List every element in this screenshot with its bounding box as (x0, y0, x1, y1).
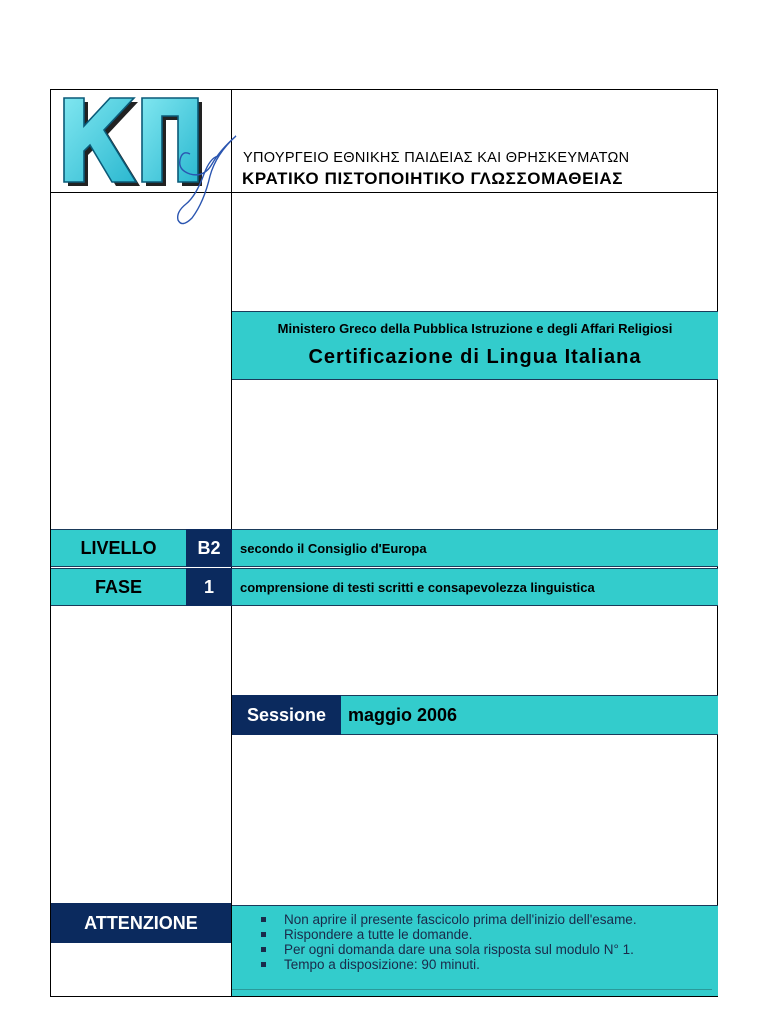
attention-label-cell (51, 903, 231, 943)
phase-description-cell (232, 568, 718, 606)
session-value-cell (341, 695, 718, 735)
level-description: secondo il Consiglio d'Europa (240, 540, 427, 556)
attention-divider (232, 989, 712, 990)
level-code: B2 (197, 537, 221, 558)
attention-note: Tempo a disposizione: 90 minuti. (260, 957, 637, 972)
session-value: maggio 2006 (348, 704, 458, 725)
kpg-logo (56, 92, 246, 232)
level-code-cell (186, 529, 232, 567)
phase-description: comprensione di testi scritti e consapevolezza linguistica (240, 579, 595, 595)
attention-note: Per ogni domanda dare una sola risposta sul modulo N° 1. (260, 942, 637, 957)
greek-certificate-title: ΚΡΑΤΙΚΟ ΠΙΣΤΟΠΟΙΗΤΙΚΟ ΓΛΩΣΣΟΜΑΘΕΙΑΣ (242, 169, 624, 188)
attention-label: ATTENZIONE (84, 912, 198, 933)
ministry-name: Ministero Greco della Pubblica Istruzione e degli Affari Religiosi (277, 321, 673, 336)
certificate-title: Certificazione di Lingua Italiana (308, 346, 642, 368)
level-label: LIVELLO (80, 537, 157, 558)
phase-label: FASE (94, 576, 142, 597)
attention-note: Non aprire il presente fascicolo prima dell'inizio dell'esame. (260, 912, 637, 927)
greek-ministry-title: ΥΠΟΥΡΓΕΙΟ ΕΘΝΙΚΗΣ ΠΑΙΔΕΙΑΣ ΚΑΙ ΘΡΗΣΚΕΥΜΑΤΩΝ (243, 150, 630, 166)
level-label-cell (51, 529, 186, 567)
level-description-cell (232, 529, 718, 567)
phase-label-cell (51, 568, 186, 606)
session-label: Sessione (246, 704, 327, 725)
attention-note: Rispondere a tutte le domande. (260, 927, 637, 942)
phase-code-cell (186, 568, 232, 606)
ministry-banner (232, 311, 718, 380)
attention-notes-list (260, 912, 637, 972)
session-label-cell (232, 695, 341, 735)
phase-code: 1 (203, 576, 214, 597)
